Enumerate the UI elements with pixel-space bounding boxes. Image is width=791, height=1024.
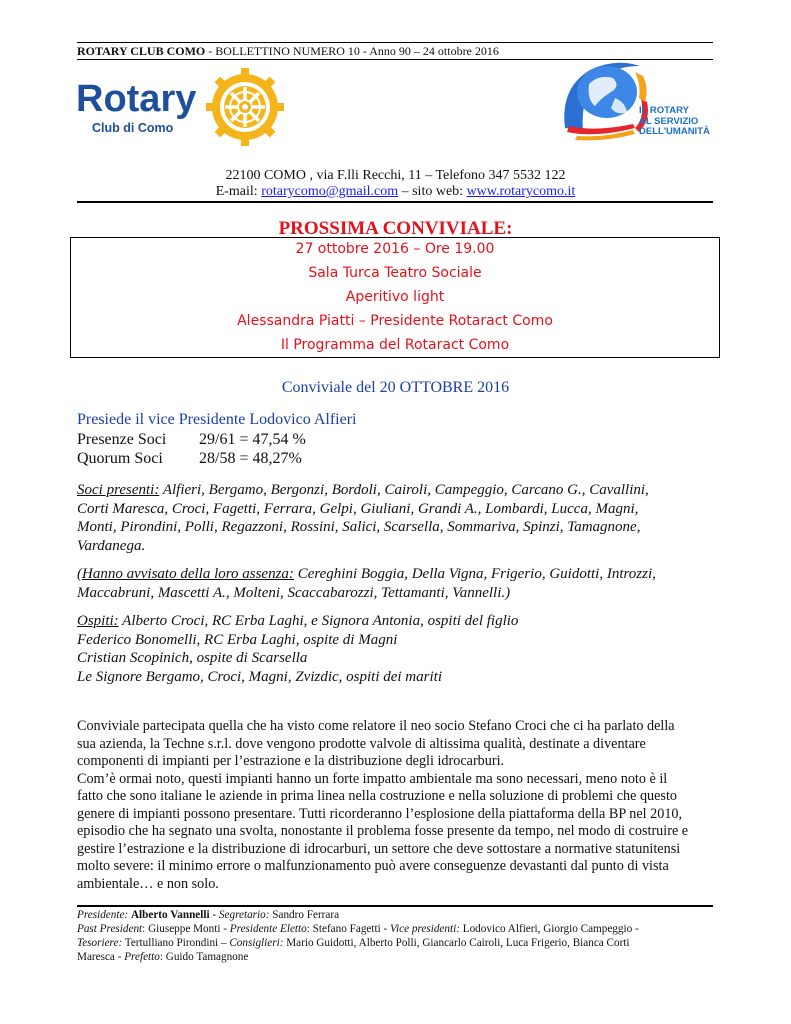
body-line: componenti di impianti per l’estrazione e la distribuzione degli idrocarburi. bbox=[77, 753, 505, 769]
event-speaker: Alessandra Piatti – Presidente Rotaract Como bbox=[237, 313, 553, 329]
contact-line bbox=[0, 184, 791, 200]
next-event-title: PROSSIMA CONVIVIALE: bbox=[278, 218, 513, 239]
ospiti-line: Le Signore Bergamo, Croci, Magni, Zvizdic, ospiti dei mariti bbox=[77, 668, 442, 685]
body-line: Conviviale partecipata quella che ha visto come relatore il neo socio Stefano Croci che ci ha parlato della bbox=[77, 718, 675, 734]
assenza-label: Hanno avvisato della loro assenza: bbox=[82, 566, 294, 582]
presides-line: Presiede il vice Presidente Lodovico Alfieri bbox=[77, 411, 357, 428]
body-line: Com’è ormai noto, questi impianti hanno un forte impatto ambientale ma sono necessari, meno noto è il bbox=[77, 770, 668, 787]
footer-line-3: Tesoriere: Tertulliano Pirondini – Consiglieri: Mario Guidotti, Alberto Polli, Giancarlo Cairoli, Luca Frigerio, Bianca Corti bbox=[77, 937, 630, 949]
campaign-line-3: DELL'UMANITÀ bbox=[639, 126, 710, 137]
presenze-row bbox=[77, 431, 306, 449]
email-label: E-mail: bbox=[215, 184, 262, 199]
club-name: ROTARY CLUB COMO bbox=[77, 44, 206, 58]
report-body bbox=[77, 718, 713, 893]
soci-line: Corti Maresca, Croci, Fagetti, Ferrara, Gelpi, Giuliani, Grandi A., Lombardi, Lucca, Magni, bbox=[77, 500, 639, 517]
body-line: ambientale… e non solo. bbox=[77, 875, 219, 892]
report-title: Conviviale del 20 OTTOBRE 2016 bbox=[281, 379, 510, 396]
footer-line-4: Maresca - Prefetto: Guido Tamagnone bbox=[77, 951, 249, 963]
campaign-slogan bbox=[639, 106, 710, 138]
presidente-name: Alberto Vannelli bbox=[130, 909, 210, 921]
footer-officers bbox=[77, 908, 713, 964]
campaign-line-1: IL ROTARY bbox=[639, 105, 689, 116]
assenza-line: (Hanno avvisato della loro assenza: Cereghini Boggia, Della Vigna, Frigerio, Guidotti, Introzzi, bbox=[77, 566, 656, 582]
top-rule bbox=[77, 42, 713, 43]
event-date: 27 ottobre 2016 – Ore 19.00 bbox=[295, 241, 495, 257]
address-rule bbox=[77, 201, 713, 203]
footer-rule bbox=[77, 905, 713, 907]
footer-line-2: Past President: Giuseppe Monti - Presidente Eletto: Stefano Fagetti - Vice presidenti: Lodovico Alfieri, Giorgio Campeggio - bbox=[77, 923, 639, 935]
assenze bbox=[77, 565, 727, 602]
body-line: fatto che sono italiane le aziende in prima linea nella costruzione e nella soluzione di problemi che questo bbox=[77, 788, 677, 804]
ospiti-line: Ospiti: Alberto Croci, RC Erba Laghi, e Signora Antonia, ospiti del figlio bbox=[77, 613, 519, 629]
club-subtitle: Club di Como bbox=[92, 121, 174, 135]
quorum-value: 28/58 = 48,27% bbox=[199, 450, 302, 467]
campaign-line-2: AL SERVIZIO bbox=[639, 115, 699, 127]
ospiti-label: Ospiti: bbox=[77, 613, 119, 629]
email-link[interactable]: rotarycomo@gmail.com bbox=[261, 184, 399, 199]
event-topic: Il Programma del Rotaract Como bbox=[280, 337, 510, 353]
website-link[interactable]: www.rotarycomo.it bbox=[466, 184, 576, 199]
soci-line: Monti, Pirondini, Polli, Regazzoni, Rossini, Salici, Scarsella, Sommariva, Spinzi, Tamagnone, bbox=[77, 519, 641, 535]
body-line: gestire l’estrazione e la distribuzione di idrocarburi, un settore che deve sottostare a normative statunitensi bbox=[77, 840, 681, 857]
presenze-value: 29/61 = 47,54 % bbox=[199, 431, 306, 448]
body-line: sua azienda, la Techne s.r.l. dove vengono prodotte valvole di altissima qualità, destinate a diventare bbox=[77, 735, 646, 752]
ospiti-line: Cristian Scopinich, ospite di Scarsella bbox=[77, 650, 308, 666]
rotary-wheel-icon bbox=[204, 66, 286, 148]
rotary-wordmark: Rotary bbox=[76, 78, 197, 120]
body-line: episodio che ha segnato una svolta, nonostante il problema fosse presente da tempo, nel modo di costruire e bbox=[77, 823, 689, 839]
presenze-label: Presenze Soci bbox=[77, 431, 167, 448]
event-type: Aperitivo light bbox=[345, 289, 445, 305]
ospiti-line: Federico Bonomelli, RC Erba Laghi, ospite di Magni bbox=[77, 631, 398, 648]
body-line: genere di impianti possono presentare. Tutti ricorderanno l’esplosione della piattaforma della BP nel 2010, bbox=[77, 805, 683, 822]
event-location: Sala Turca Teatro Sociale bbox=[308, 265, 482, 281]
address-line: 22100 COMO , via F.lli Recchi, 11 – Telefono 347 5532 122 bbox=[225, 168, 566, 183]
soci-label: Soci presenti: bbox=[77, 482, 160, 498]
bulletin-info: - BOLLETTINO NUMERO 10 - Anno 90 – 24 ottobre 2016 bbox=[205, 44, 499, 58]
assenza-line: Maccabruni, Mascetti A., Molteni, Scaccabarozzi, Tettamanti, Vannelli.) bbox=[77, 584, 511, 601]
bulletin-header bbox=[77, 44, 499, 59]
quorum-label: Quorum Soci bbox=[77, 450, 163, 467]
soci-line: Vardanega. bbox=[77, 537, 146, 554]
soci-line: Soci presenti: Alfieri, Bergamo, Bergonzi, Bordoli, Cairoli, Campeggio, Carcano G., Cavallini, bbox=[77, 482, 649, 498]
soci-presenti bbox=[77, 481, 727, 555]
site-label: – sito web: bbox=[398, 184, 467, 199]
segretario-name: Sandro Ferrara bbox=[272, 909, 340, 921]
body-line: molto severe: il minimo errore o malfunzionamento può avere conseguenze devastanti dal punto di vista bbox=[77, 858, 669, 874]
ospiti bbox=[77, 612, 727, 686]
quorum-row bbox=[77, 450, 302, 468]
footer-line-1: Presidente: Alberto Vannelli - Segretario: Sandro Ferrara bbox=[77, 909, 340, 921]
